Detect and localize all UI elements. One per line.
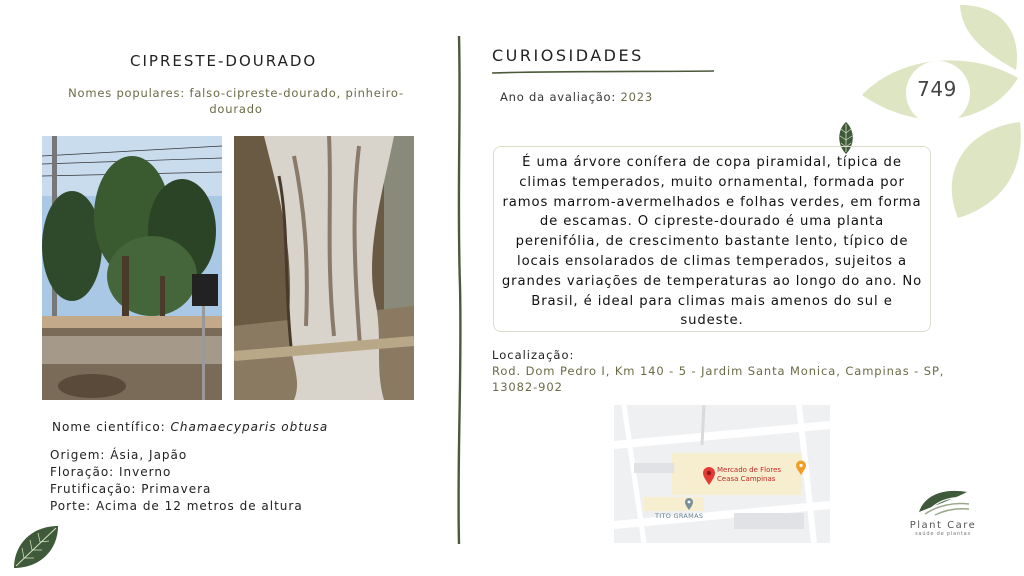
- evaluation-number: 749: [917, 77, 957, 101]
- description-box: É uma árvore conífera de copa piramidal, típica de climas temperados, muito ornamental, formada por ramos marrom-avermelhados e folhas verdes, em forma de escamas. O cipreste-dourado é uma planta perenifólia, de crescimento bastante lento, típico de locais ensolarados de climas temperados, sujeitos a grandes variações de temperaturas ao longo do ano. No Brasil, é ideal para climas mais amenos do sul e sudeste.: [493, 146, 931, 332]
- fact-size: Porte: Acima de 12 metros de altura: [50, 499, 303, 513]
- map-place-pin-icon: [684, 497, 694, 511]
- tree-photo: [42, 136, 222, 400]
- plant-title: CIPRESTE-DOURADO: [130, 52, 318, 70]
- location-address: Rod. Dom Pedro I, Km 140 - 5 - Jardim Santa Monica, Campinas - SP, 13082-902: [492, 364, 945, 394]
- map-pin-label-line1: Mercado de Flores: [717, 466, 782, 474]
- evaluation-year: [500, 90, 653, 104]
- title-underline: [492, 68, 714, 76]
- map-food-icon: [795, 460, 807, 476]
- map-place-label: TITO GRAMAS: [655, 512, 704, 520]
- popular-names: Nomes populares: falso-cipreste-dourado, pinheiro-dourado: [68, 86, 404, 116]
- fact-origin: Origem: Ásia, Japão: [50, 448, 188, 462]
- year-label: Ano da avaliação:: [500, 90, 621, 104]
- curiosidades-title: CURIOSIDADES: [492, 46, 644, 65]
- map-pin-label-line2: Ceasa Campinas: [717, 475, 776, 483]
- fact-flowering: Floração: Inverno: [50, 465, 172, 479]
- leaf-decoration-bottom-left: [10, 522, 62, 572]
- scientific-name: [52, 420, 328, 434]
- brand-logo: [898, 486, 988, 537]
- fact-fruiting: Frutificação: Primavera: [50, 482, 212, 496]
- plant-facts: [50, 447, 303, 515]
- scientific-name-value: Chamaecyparis obtusa: [170, 420, 329, 434]
- column-divider: [452, 36, 466, 544]
- trunk-photo: [234, 136, 414, 400]
- logo-icon: [915, 486, 971, 516]
- year-value: 2023: [620, 90, 653, 104]
- map-pin-label: [717, 466, 781, 484]
- map-pin-icon: [702, 466, 716, 486]
- scientific-name-label: Nome científico:: [52, 420, 171, 434]
- brand-tagline: saúde de plantas: [915, 531, 971, 537]
- location-label: Localização:: [492, 348, 575, 362]
- brand-name: Plant Care: [909, 520, 977, 531]
